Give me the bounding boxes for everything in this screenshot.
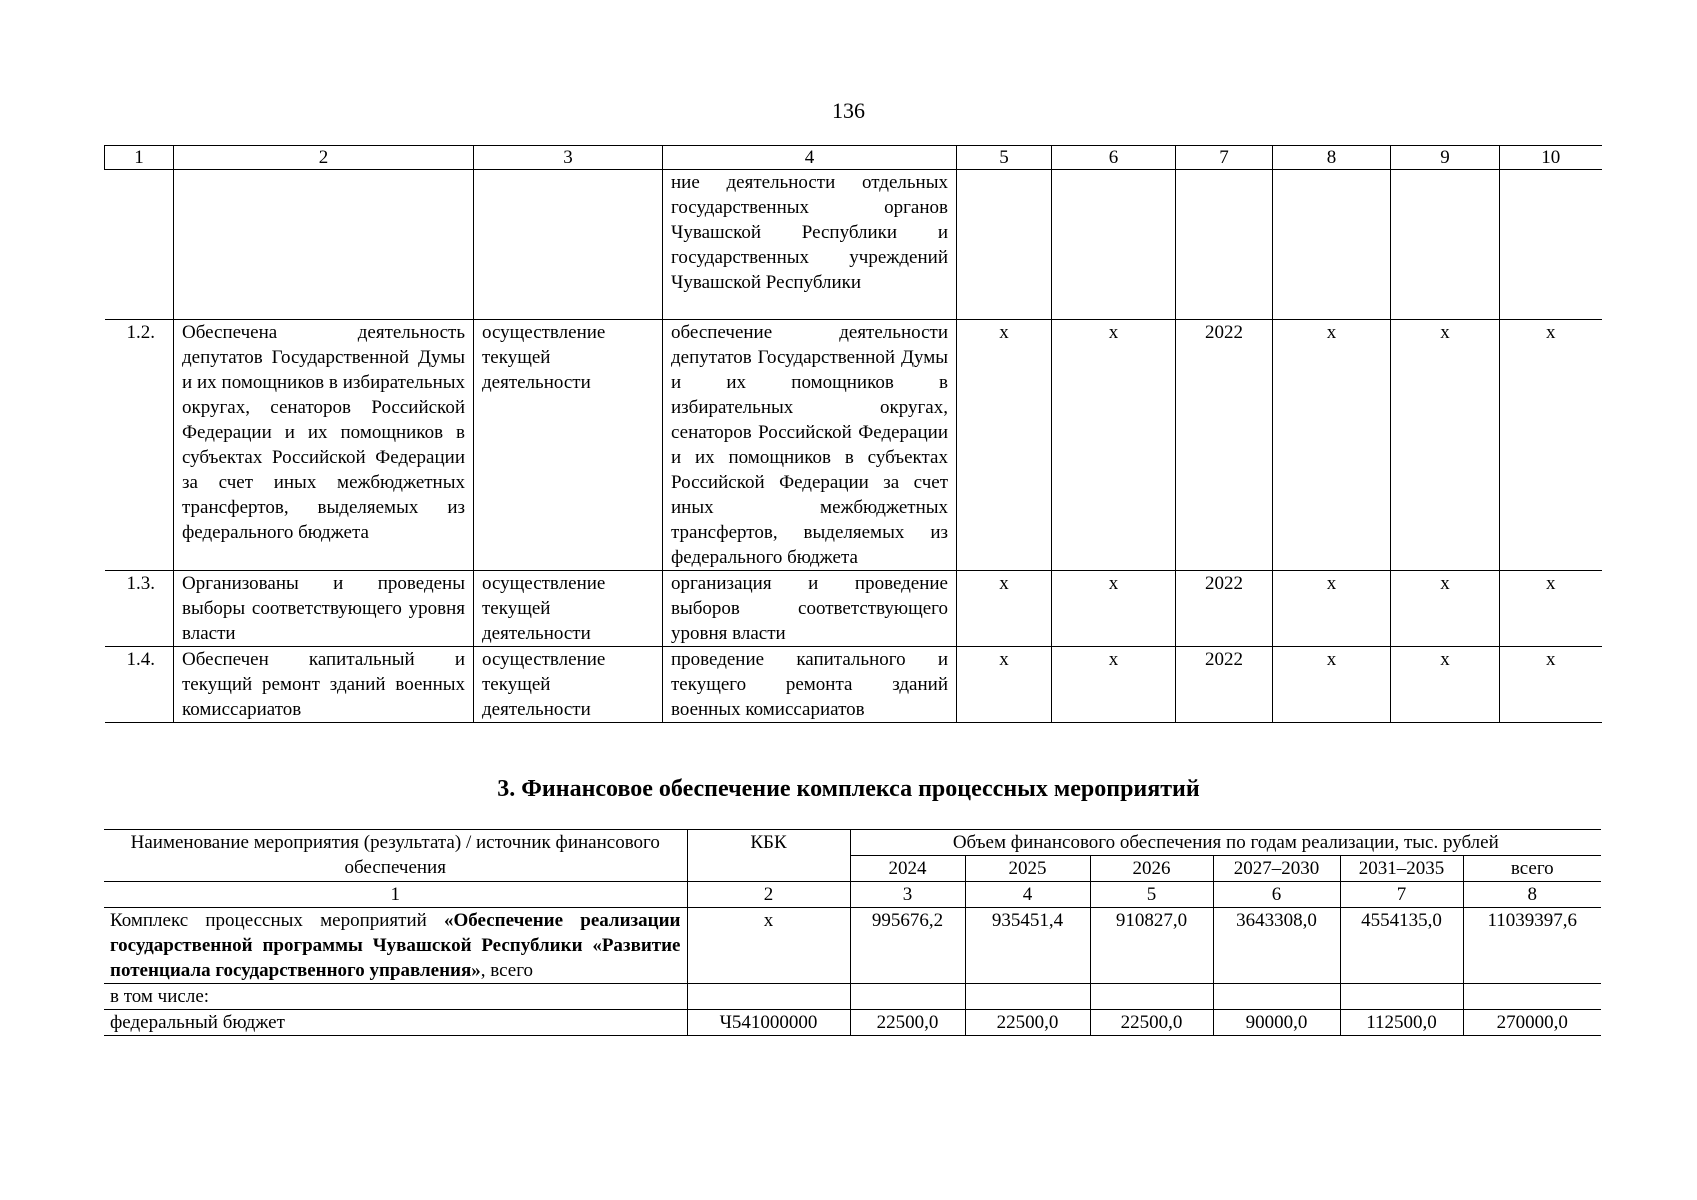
cell-c8: x [1273, 320, 1391, 571]
result-name: Организованы и проведены выборы соответствующего уровня власти [174, 571, 474, 647]
table-row [105, 320, 1602, 571]
complex-total-row [104, 908, 1601, 984]
year-total: всего [1463, 856, 1601, 882]
col-num-3: 3 [474, 146, 663, 170]
col-num-5: 5 [957, 146, 1052, 170]
col-num-8: 8 [1463, 882, 1601, 908]
col-num-8: 8 [1273, 146, 1391, 170]
col-num-9: 9 [1391, 146, 1500, 170]
cell-c8: x [1273, 647, 1391, 723]
year-2025: 2025 [965, 856, 1090, 882]
measure-description: обеспечение деятельности депутатов Государственной Думы и их помощников в избирательных округах, сенаторов Российской Федерации и их помощников в субъектах Российской Федерации за счет иных межбюджетных трансфертов, выделяемых из федерального бюджета [663, 320, 957, 571]
cell-c9: x [1391, 320, 1500, 571]
federal-label: федеральный бюджет [104, 1010, 687, 1036]
cell-c9: x [1391, 647, 1500, 723]
section-title: 3. Финансовое обеспечение комплекса процессных мероприятий [497, 776, 1200, 802]
cell-c5: x [957, 571, 1052, 647]
cell-c8: x [1273, 571, 1391, 647]
complex-total: 11039397,6 [1463, 908, 1601, 984]
header-name: Наименование мероприятия (результата) / источник финансового обеспечения [104, 830, 687, 882]
cell-year: 2022 [1176, 647, 1273, 723]
cell-c6: x [1052, 320, 1176, 571]
cell-c9: x [1391, 571, 1500, 647]
cell-c6: x [1052, 571, 1176, 647]
cell-c10: x [1500, 571, 1602, 647]
cell-year: 2022 [1176, 571, 1273, 647]
federal-kbk: Ч541000000 [687, 1010, 850, 1036]
measure-type: осуществление текущей деятельности [474, 647, 663, 723]
measure-description: организация и проведение выборов соответствующего уровня власти [663, 571, 957, 647]
federal-budget-row [104, 1010, 1601, 1036]
federal-2031-2035: 112500,0 [1340, 1010, 1463, 1036]
including-row [104, 984, 1601, 1010]
measure-type: осуществление текущей деятельности [474, 571, 663, 647]
complex-name: Комплекс процессных мероприятий «Обеспечение реализации государственной программы Чувашской Республики «Развитие потенциала государственного управления», всего [104, 908, 687, 984]
including-label: в том числе: [104, 984, 687, 1010]
result-name: Обеспечена деятельность депутатов Государственной Думы и их помощников в избирательных округах, сенаторов Российской Федерации и их помощников в субъектах Российской Федерации за счет иных межбюджетных трансфертов, выделяемых из федерального бюджета [174, 320, 474, 571]
cell-c5: x [957, 320, 1052, 571]
year-2027-2030: 2027–2030 [1213, 856, 1340, 882]
col-num-7: 7 [1176, 146, 1273, 170]
col-num-6: 6 [1213, 882, 1340, 908]
result-name: Обеспечен капитальный и текущий ремонт зданий военных комиссариатов [174, 647, 474, 723]
federal-2025: 22500,0 [965, 1010, 1090, 1036]
page-number: 136 [832, 98, 865, 123]
table-row [105, 571, 1602, 647]
financing-table [104, 829, 1601, 1036]
cell-c6: x [1052, 647, 1176, 723]
cell-year: 2022 [1176, 320, 1273, 571]
complex-2031-2035: 4554135,0 [1340, 908, 1463, 984]
header-volume: Объем финансового обеспечения по годам реализации, тыс. рублей [850, 830, 1601, 856]
row-number: 1.3. [105, 571, 174, 647]
col-num-2: 2 [174, 146, 474, 170]
complex-2027-2030: 3643308,0 [1213, 908, 1340, 984]
row-number: 1.2. [105, 320, 174, 571]
col-num-3: 3 [850, 882, 965, 908]
complex-2026: 910827,0 [1090, 908, 1213, 984]
year-2024: 2024 [850, 856, 965, 882]
continuation-description: ние деятельности отдельных государственных органов Чувашской Республики и государственных учреждений Чувашской Республики [663, 170, 957, 320]
header-row [104, 830, 1601, 856]
cell-c10: x [1500, 320, 1602, 571]
col-num-4: 4 [965, 882, 1090, 908]
continuation-row [105, 170, 1602, 320]
year-2026: 2026 [1090, 856, 1213, 882]
federal-2027-2030: 90000,0 [1213, 1010, 1340, 1036]
cell-c10: x [1500, 647, 1602, 723]
col-num-1: 1 [105, 146, 174, 170]
complex-2025: 935451,4 [965, 908, 1090, 984]
cell-c5: x [957, 647, 1052, 723]
col-num-4: 4 [663, 146, 957, 170]
measure-description: проведение капитального и текущего ремонта зданий военных комиссариатов [663, 647, 957, 723]
column-number-row [105, 146, 1602, 170]
federal-2026: 22500,0 [1090, 1010, 1213, 1036]
federal-2024: 22500,0 [850, 1010, 965, 1036]
col-num-6: 6 [1052, 146, 1176, 170]
complex-kbk: x [687, 908, 850, 984]
col-num-5: 5 [1090, 882, 1213, 908]
col-num-1: 1 [104, 882, 687, 908]
col-num-7: 7 [1340, 882, 1463, 908]
table-row [105, 647, 1602, 723]
col-num-2: 2 [687, 882, 850, 908]
header-kbk: КБК [687, 830, 850, 882]
column-number-row [104, 882, 1601, 908]
results-table [104, 145, 1602, 723]
year-2031-2035: 2031–2035 [1340, 856, 1463, 882]
complex-2024: 995676,2 [850, 908, 965, 984]
federal-total: 270000,0 [1463, 1010, 1601, 1036]
row-number: 1.4. [105, 647, 174, 723]
measure-type: осуществление текущей деятельности [474, 320, 663, 571]
col-num-10: 10 [1500, 146, 1602, 170]
